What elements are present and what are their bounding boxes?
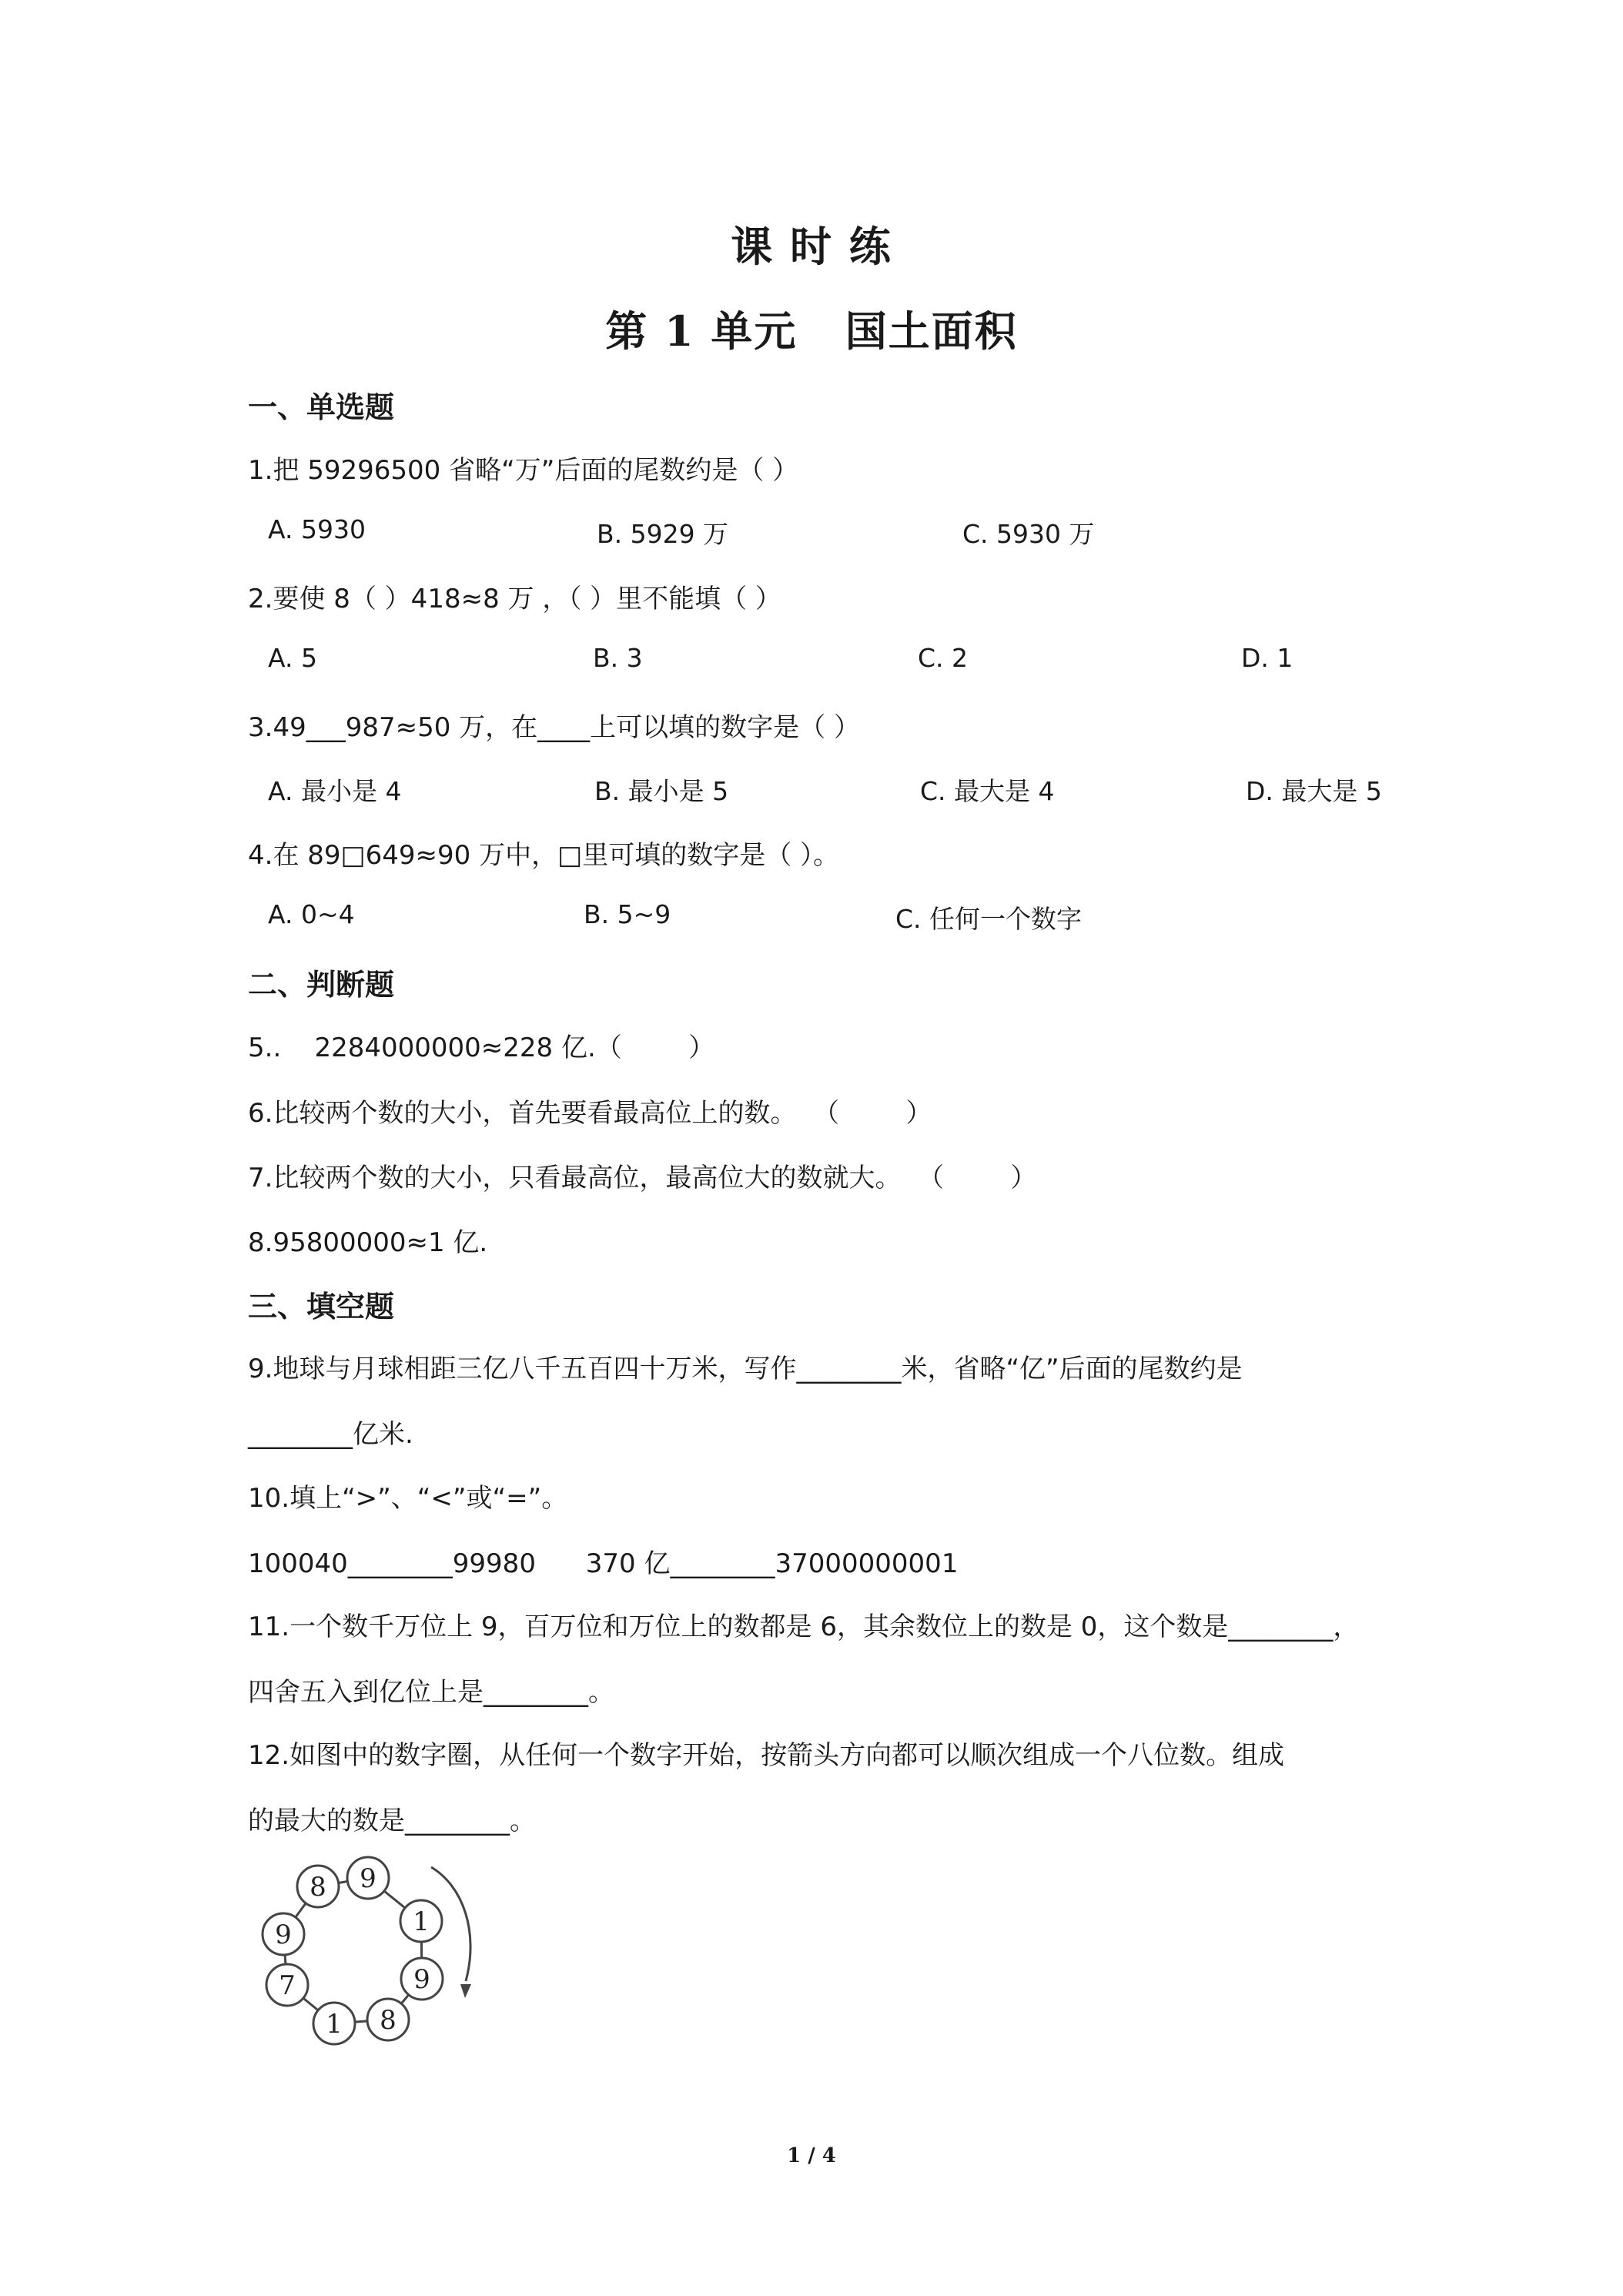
digit-circle-figure	[254, 1844, 493, 2060]
digit-node	[400, 1900, 442, 1942]
question-4-option-a: A. 0~4	[268, 899, 355, 929]
digit-node	[263, 1913, 304, 1955]
question-2-option-a: A. 5	[268, 643, 317, 673]
question-4: 4.在 89□649≈90 万中，□里可填的数字是（ ）。	[248, 840, 840, 871]
question-1-option-c: C. 5930 万	[962, 519, 1095, 549]
question-3-option-a: A. 最小是 4	[268, 776, 402, 806]
digit-node	[367, 1999, 409, 2040]
question-2-option-d: D. 1	[1241, 643, 1293, 673]
digit-node-label: 1	[326, 2009, 343, 2040]
question-11-line-2: 四舍五入到亿位上是________。	[248, 1677, 614, 1708]
question-3-option-c: C. 最大是 4	[920, 776, 1055, 806]
digit-node-label: 7	[279, 1970, 296, 2001]
page-subtitle: 第 1 单元 国土面积	[605, 306, 1018, 356]
digit-node	[401, 1958, 443, 2000]
digit-node	[297, 1866, 339, 1907]
page-title: 课 时 练	[731, 222, 892, 271]
question-8: 8.95800000≈1 亿.	[248, 1227, 488, 1258]
question-10-line-2: 100040________99980 370 亿________37000000001	[248, 1548, 959, 1579]
question-5: 5.. 2284000000≈228 亿.（ ）	[248, 1033, 715, 1063]
question-12-line-2: 的最大的数是________。	[248, 1806, 536, 1836]
question-12-line-1: 12.如图中的数字圈，从任何一个数字开始，按箭头方向都可以顺次组成一个八位数。组成	[248, 1740, 1285, 1771]
question-1-option-a: A. 5930	[268, 514, 366, 544]
question-9-line-2: ________亿米.	[248, 1419, 413, 1450]
page-number: 1 / 4	[787, 2144, 836, 2167]
digit-node-label: 8	[310, 1872, 326, 1903]
question-2-option-c: C. 2	[918, 643, 969, 673]
digit-node-label: 9	[413, 1964, 430, 1995]
question-3-option-b: B. 最小是 5	[594, 776, 729, 806]
digit-node-label: 9	[360, 1863, 376, 1894]
question-10-line-1: 10.填上“>”、“<”或“=”。	[248, 1483, 568, 1514]
digit-node-label: 8	[380, 2005, 397, 2036]
question-4-option-c: C. 任何一个数字	[895, 904, 1083, 934]
section-heading-fill-blank: 三、填空题	[248, 1290, 395, 1324]
digit-node-label: 9	[275, 1919, 292, 1950]
question-9-line-1: 9.地球与月球相距三亿八千五百四十万米，写作________米，省略“亿”后面的尾数约是	[248, 1354, 1243, 1384]
question-1: 1.把 59296500 省略“万”后面的尾数约是（ ）	[248, 455, 799, 486]
digit-node-label: 1	[413, 1906, 430, 1937]
question-7: 7.比较两个数的大小，只看最高位，最高位大的数就大。 （ ）	[248, 1163, 1037, 1193]
question-11-line-1: 11.一个数千万位上 9，百万位和万位上的数都是 6，其余数位上的数是 0，这个数是________，	[248, 1612, 1360, 1642]
question-2: 2.要使 8（ ）418≈8 万 ，（ ）里不能填（ ）	[248, 584, 781, 614]
question-4-option-b: B. 5~9	[584, 899, 671, 929]
section-heading-single-choice: 一、单选题	[248, 390, 395, 424]
question-2-option-b: B. 3	[593, 643, 643, 673]
arrowhead-icon	[460, 1984, 471, 1998]
question-1-option-b: B. 5929 万	[597, 519, 729, 549]
digit-node	[266, 1964, 308, 2006]
section-heading-true-false: 二、判断题	[248, 968, 395, 1002]
question-3: 3.49___987≈50 万，在____上可以填的数字是（ ）	[248, 712, 860, 743]
digit-node	[313, 2003, 355, 2044]
question-3-option-d: D. 最大是 5	[1246, 776, 1382, 806]
digit-node	[347, 1857, 389, 1899]
question-6: 6.比较两个数的大小，首先要看最高位上的数。 （ ）	[248, 1098, 932, 1129]
